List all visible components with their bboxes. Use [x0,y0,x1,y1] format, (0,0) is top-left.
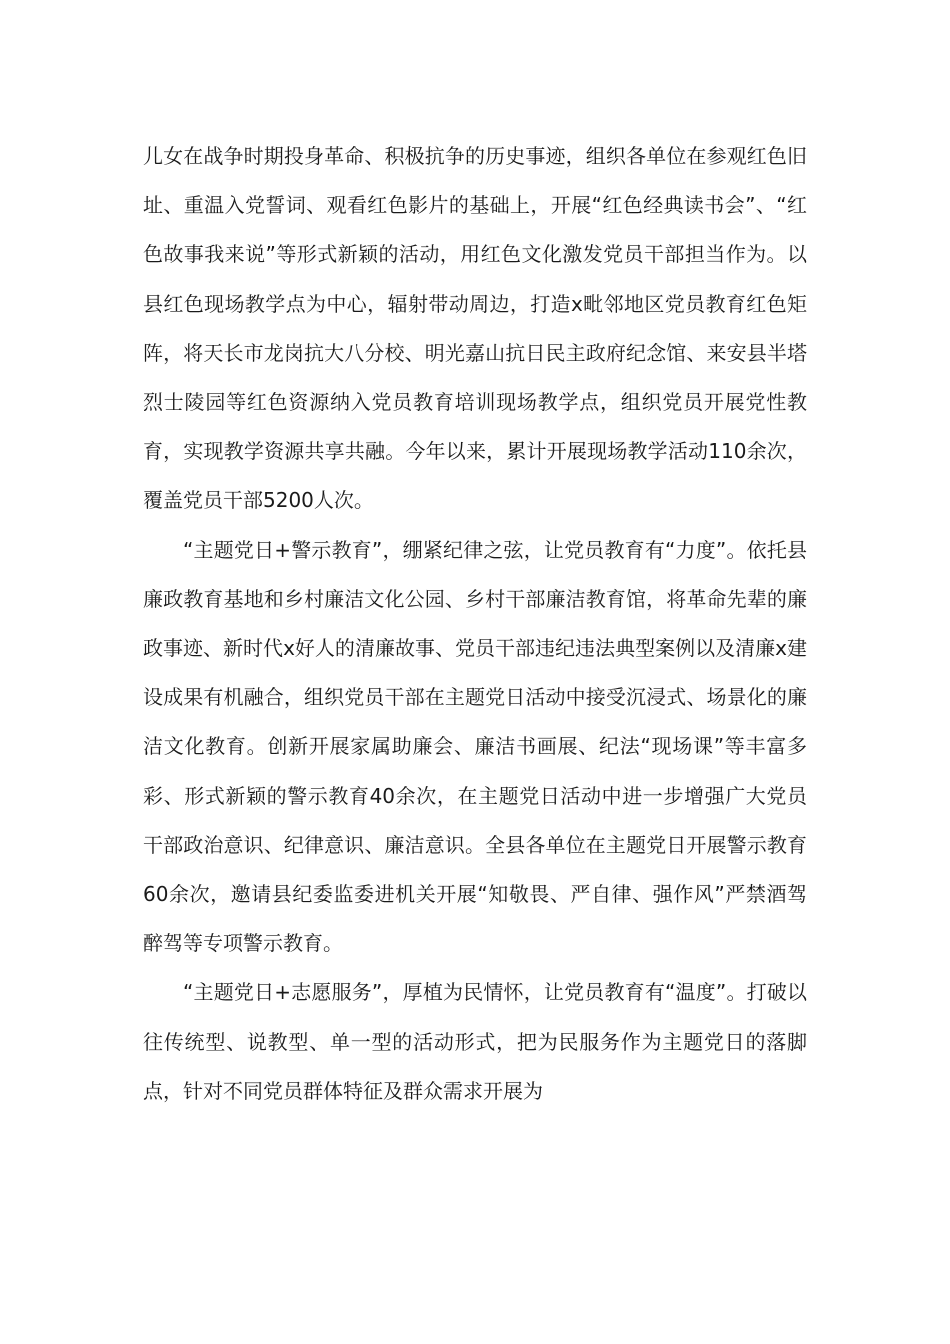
document-body [143,132,807,1116]
paragraph-2: “主题党日+警示教育”，绷紧纪律之弦，让党员教育有“力度”。依托县廉政教育基地和乡村廉洁文化公园、乡村干部廉洁教育馆，将革命先辈的廉政事迹、新时代x好人的清廉故事、党员干部违纪违法典型案例以及清廉x建设成果有机融合，组织党员干部在主题党日活动中接受沉浸式、场景化的廉洁文化教育。创新开展家属助廉会、廉洁书画展、纪法“现场课”等丰富多彩、形式新颖的警示教育40余次，在主题党日活动中进一步增强广大党员干部政治意识、纪律意识、廉洁意识。全县各单位在主题党日开展警示教育60余次，邀请县纪委监委进机关开展“知敬畏、严自律、强作风”严禁酒驾醉驾等专项警示教育。 [143,537,807,956]
paragraph-3: “主题党日+志愿服务”，厚植为民情怀，让党员教育有“温度”。打破以往传统型、说教型、单一型的活动形式，把为民服务作为主题党日的落脚点，针对不同党员群体特征及群众需求开展为 [143,980,807,1103]
paragraph-1: 儿女在战争时期投身革命、积极抗争的历史事迹，组织各单位在参观红色旧址、重温入党誓词、观看红色影片的基础上，开展“红色经典读书会”、“红色故事我来说”等形式新颖的活动，用红色文化激发党员干部担当作为。以县红色现场教学点为中心，辐射带动周边，打造x毗邻地区党员教育红色矩阵，将天长市龙岗抗大八分校、明光嘉山抗日民主政府纪念馆、来安县半塔烈士陵园等红色资源纳入党员教育培训现场教学点，组织党员开展党性教育，实现教学资源共享共融。今年以来，累计开展现场教学活动110余次，覆盖党员干部5200人次。 [143,144,807,513]
